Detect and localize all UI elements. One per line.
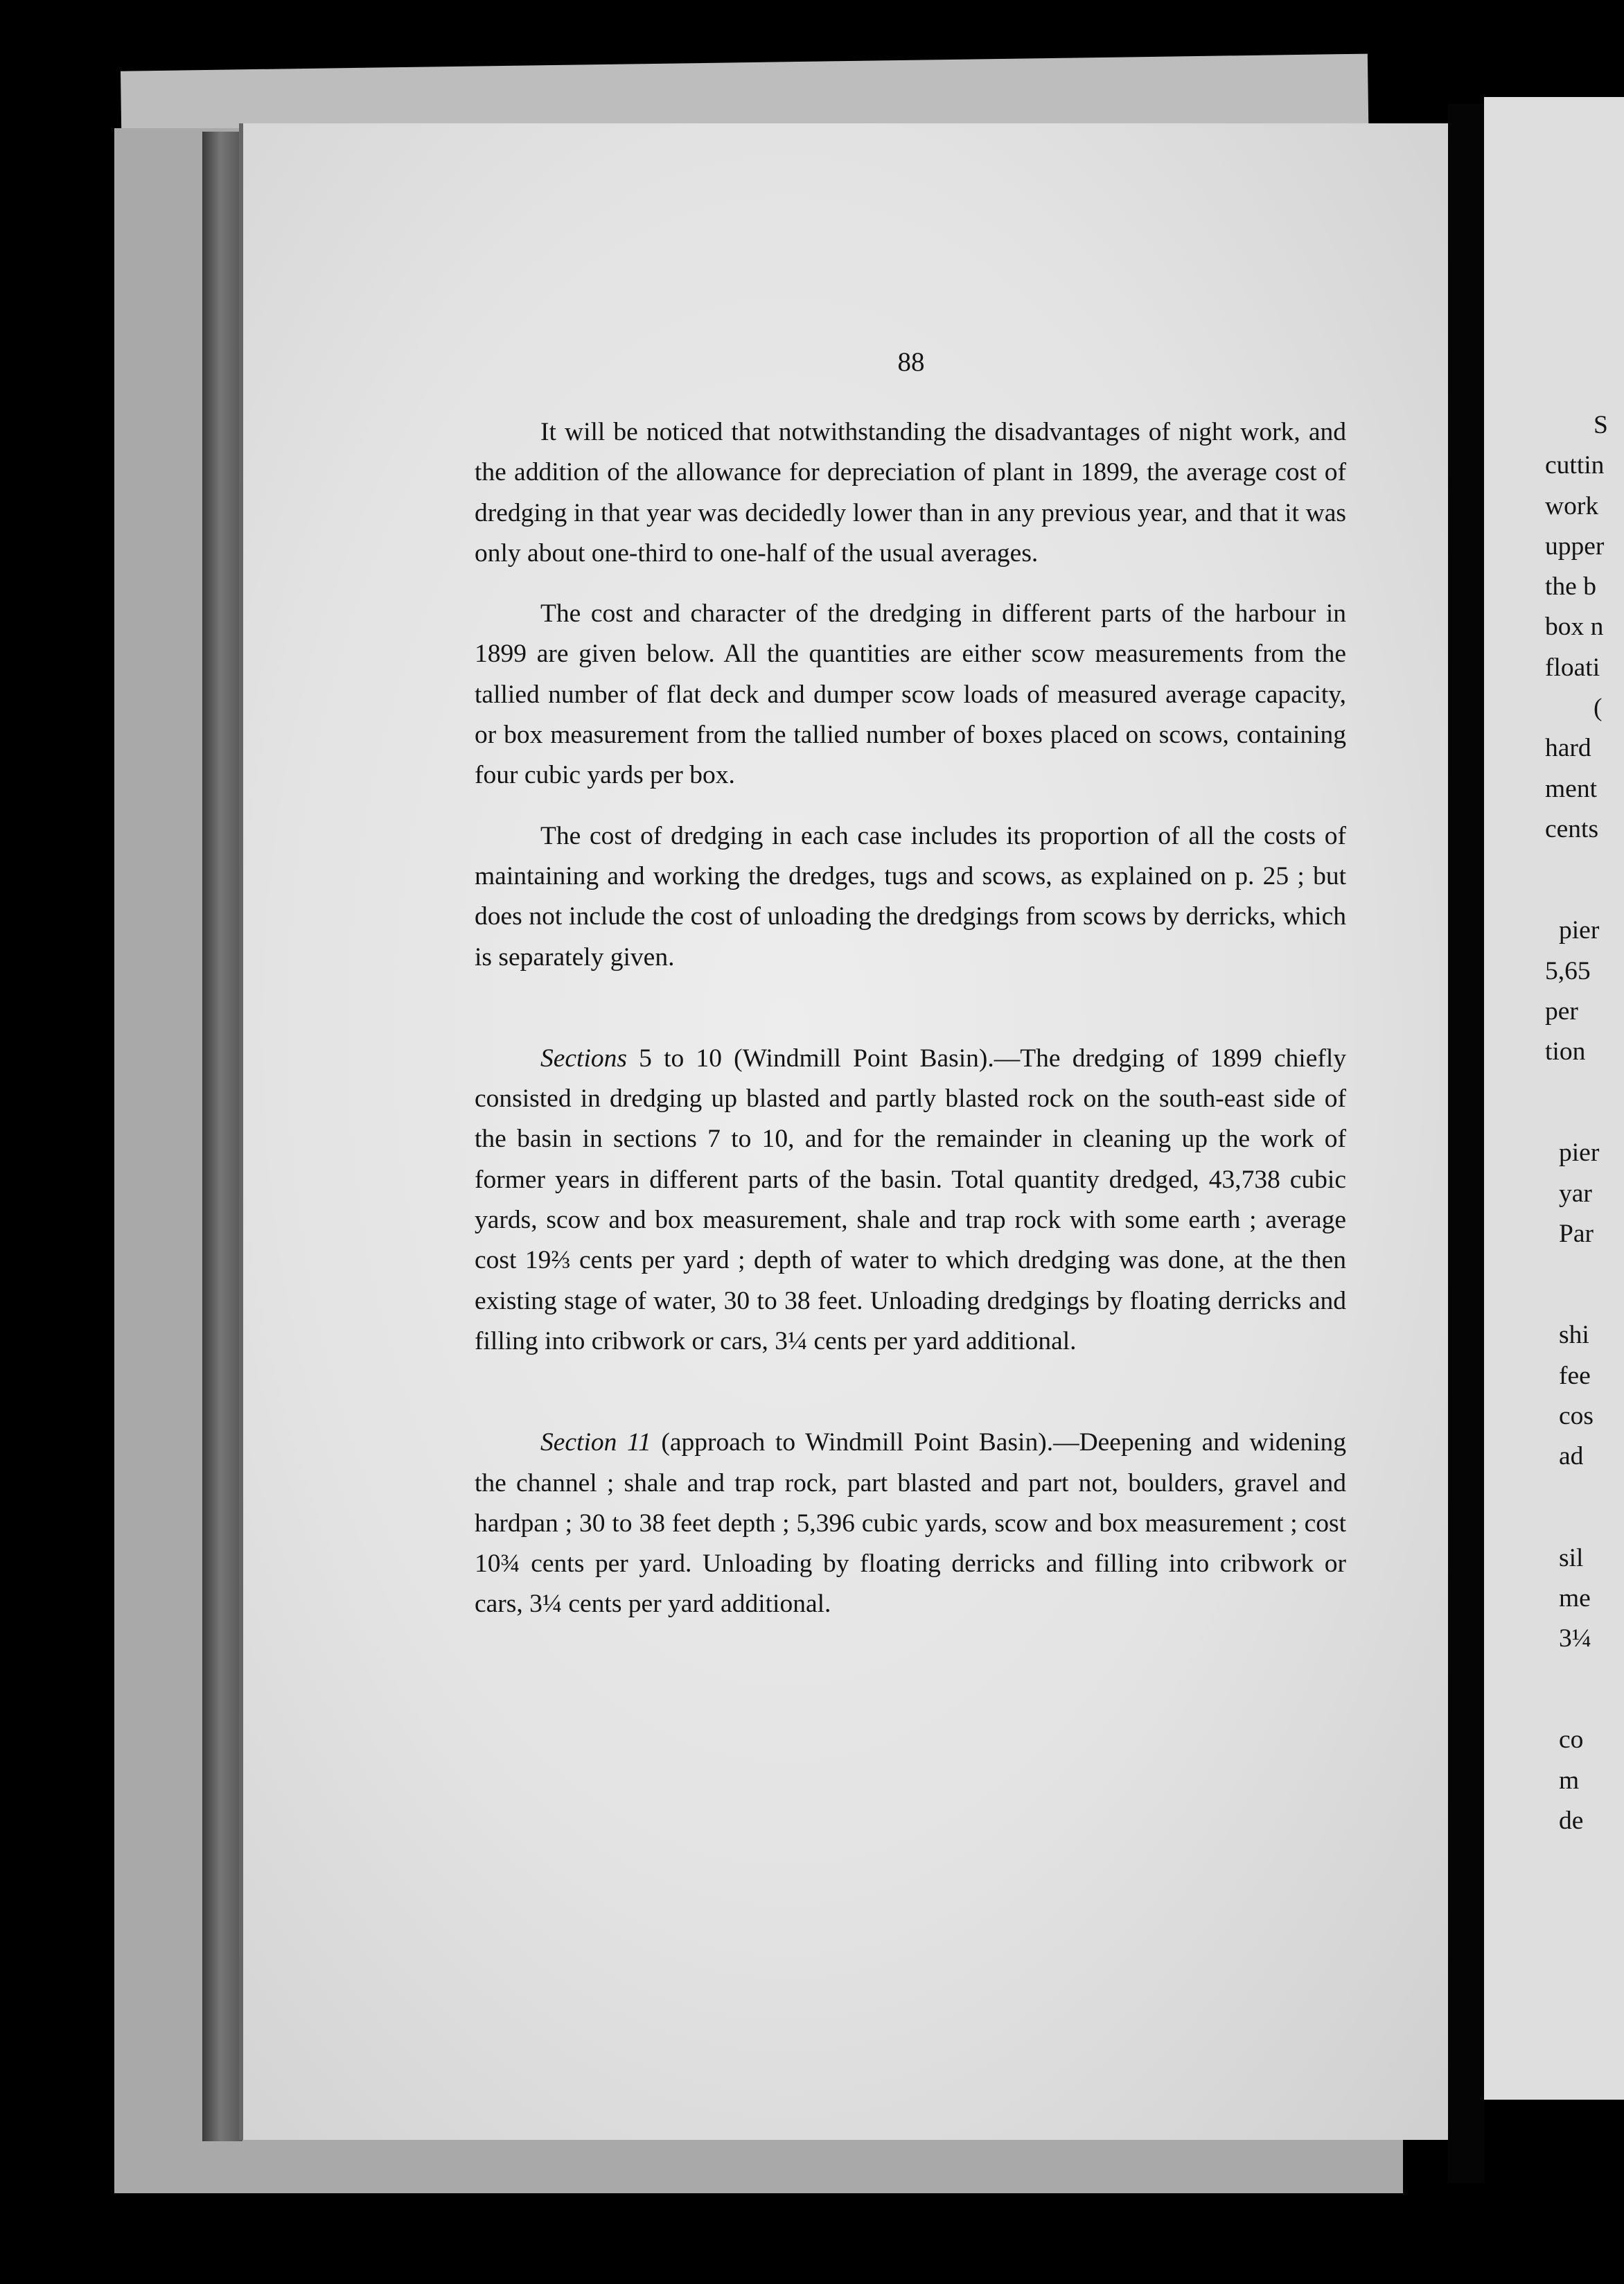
facing-line: cos xyxy=(1559,1401,1594,1430)
paragraph-4-text: 5 to 10 (Windmill Point Basin).—The dredging of 1899 chiefly consisted in dredging up blasted and partly blasted rock on the south-east side of the basin in sections 7 to 10, and for the remainder in cleaning up the work of former years in different parts of the basin. Total quantity dredged, 43,738 cubic yards, scow and box measurement, shale and trap rock with some earth ; average cost 19⅔ cents per yard ; depth of water to which dredging was done, at the then existing stage of water, 30 to 38 feet. Unloading dredgings by floating derricks and filling into cribwork or cars, 3¼ cents per yard additional. xyxy=(475,1044,1346,1355)
facing-line: cuttin xyxy=(1545,451,1605,480)
section-label: Sections xyxy=(540,1044,627,1073)
facing-line: 5,65 xyxy=(1545,956,1591,985)
section-label: Section 11 xyxy=(540,1428,651,1457)
paragraph-2-text: The cost and character of the dredging in different parts of the harbour in 1899 are given below. All the quantities are either scow measurements from the tallied number of flat deck and dumper scow loads of measured average capacity, or box measurement from the tallied number of boxes placed on scows, containing four cubic yards per box. xyxy=(475,599,1346,790)
facing-line: work xyxy=(1545,491,1599,520)
paragraph-5-text: (approach to Windmill Point Basin).—Deepening and widening the channel ; shale and trap rock, part blasted and part not, boulders, gravel and hardpan ; 30 to 38 feet depth ; 5,396 cubic yards, scow and box measurement ; cost 10¾ cents per yard. Unloading by floating derricks and filling into cribwork or cars, 3¼ cents per yard additional. xyxy=(475,1428,1346,1619)
facing-line: ment xyxy=(1545,774,1597,803)
paragraph-3-text: The cost of dredging in each case includes its proportion of all the costs of maintaining and working the dredges, tugs and scows, as explained on p. 25 ; but does not include the cost of unloading the dredgings from scows by derricks, which is separately given. xyxy=(475,821,1346,972)
facing-line: upper xyxy=(1545,532,1605,561)
facing-line: pier xyxy=(1559,916,1600,945)
facing-line: shi xyxy=(1559,1321,1589,1350)
book-gutter xyxy=(1448,104,1484,2183)
facing-line: sil xyxy=(1559,1543,1584,1572)
page-edge-shadow xyxy=(202,132,242,2141)
paragraph-section-11 xyxy=(475,1423,1346,1624)
page-number: 88 xyxy=(897,347,925,377)
facing-line: ( xyxy=(1594,694,1603,723)
facing-line: me xyxy=(1559,1583,1591,1613)
facing-line: co xyxy=(1559,1725,1584,1755)
paragraph-1-text: It will be noticed that notwithstanding the disadvantages of night work, and the addition of the allowance for depreciation of plant in 1899, the average cost of dredging in that year was decidedly lower than in any previous year, and that it was only about one-third to one-half of the usual averages. xyxy=(475,418,1346,568)
facing-line: fee xyxy=(1559,1361,1591,1390)
facing-line: hard xyxy=(1545,734,1591,763)
facing-line: de xyxy=(1559,1807,1584,1836)
facing-page-text xyxy=(1545,405,1624,1841)
facing-line: m xyxy=(1559,1766,1580,1795)
paragraph-sections-5-10 xyxy=(475,1039,1346,1362)
facing-line: cents xyxy=(1545,814,1599,843)
body-text xyxy=(475,412,1346,1625)
facing-line: Par xyxy=(1559,1220,1594,1249)
paragraph-1 xyxy=(475,412,1346,574)
facing-line: floati xyxy=(1545,653,1600,682)
facing-line: per xyxy=(1545,996,1578,1026)
facing-line: ad xyxy=(1559,1442,1584,1471)
paragraph-3 xyxy=(475,816,1346,978)
facing-line: pier xyxy=(1559,1139,1600,1168)
facing-line: yar xyxy=(1559,1179,1592,1208)
facing-line: tion xyxy=(1545,1037,1586,1066)
paragraph-2 xyxy=(475,594,1346,796)
facing-line: the b xyxy=(1545,572,1596,601)
facing-line: box n xyxy=(1545,613,1604,642)
facing-line: S xyxy=(1594,411,1608,439)
facing-line: 3¼ xyxy=(1559,1624,1591,1653)
